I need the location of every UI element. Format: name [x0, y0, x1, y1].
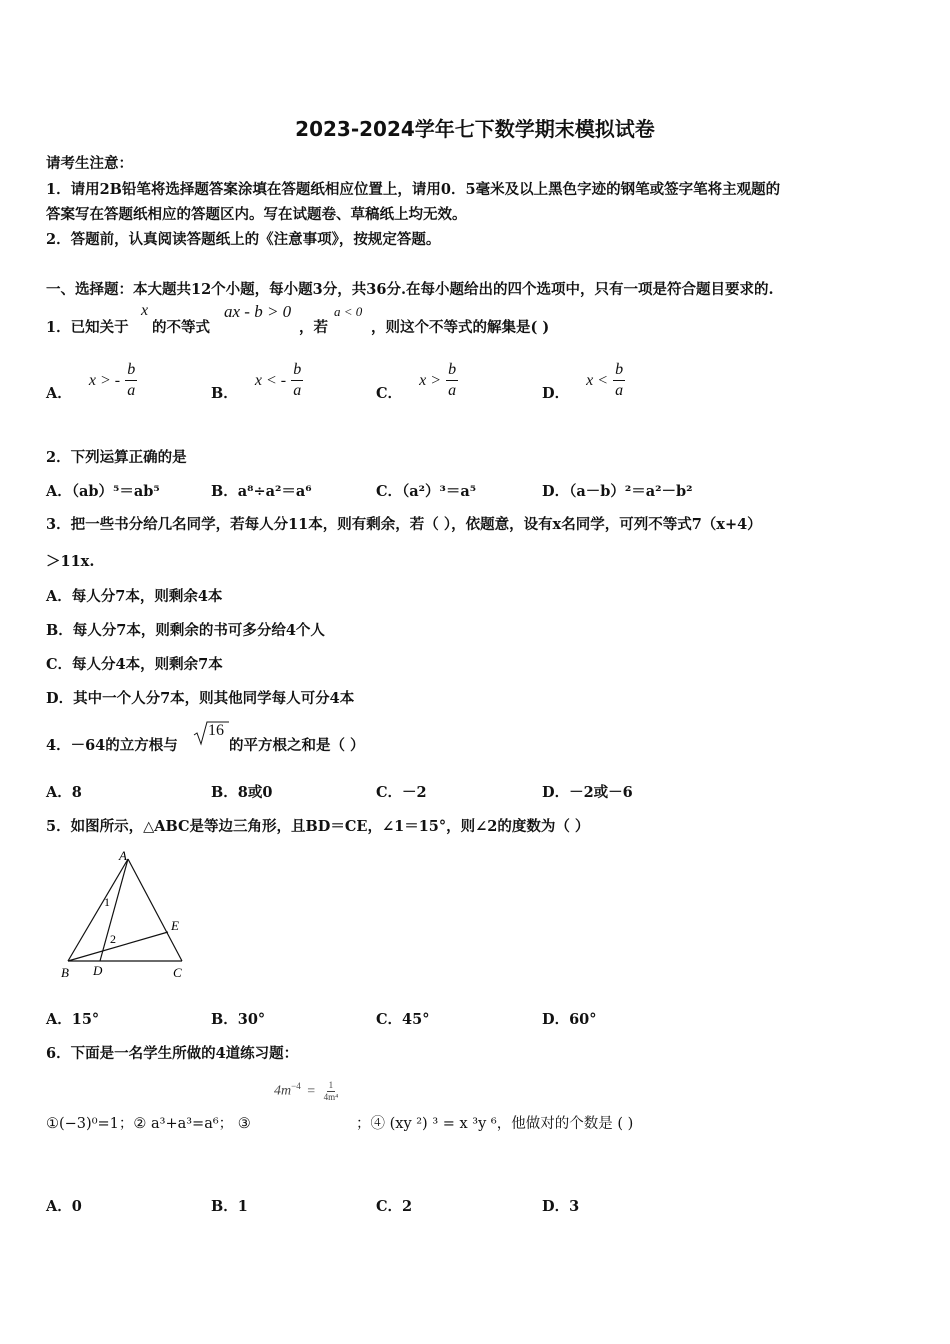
- q4-option-c[interactable]: C．－2: [376, 784, 427, 801]
- q1-option-d-num: b: [613, 360, 625, 381]
- q5-option-a[interactable]: A．15°: [46, 1011, 100, 1028]
- q6-option-a[interactable]: A．0: [46, 1198, 82, 1215]
- q5-option-c[interactable]: C．45°: [376, 1011, 430, 1028]
- q5-option-b[interactable]: B．30°: [211, 1011, 266, 1028]
- q1-inequality: ax - b > 0: [224, 302, 292, 321]
- q1-option-d-label: D．: [542, 385, 570, 402]
- q1-option-c-lhs: x >: [419, 372, 442, 389]
- notice-line-1: 1．请用2B铅笔将选择题答案涂填在答题纸相应位置上，请用0．5毫米及以上黑色字迹的钢笔或签字笔将主观题的: [46, 181, 781, 198]
- q1-option-b-num: b: [291, 360, 303, 381]
- q3-option-d[interactable]: D．其中一个人分7本，则其他同学每人可分4本: [46, 690, 355, 707]
- q3-stem-line1: 3．把一些书分给几名同学，若每人分11本，则有剩余，若（ ），依题意，设有x名同学，可列不等式7（x+4）: [46, 516, 762, 533]
- q1-option-a-den: a: [127, 382, 136, 399]
- q1-option-b-lhs: x < -: [254, 372, 287, 389]
- q4-stem-b: 的平方根之和是（ ）: [229, 737, 365, 754]
- q2-option-a[interactable]: A．（ab）⁵＝ab⁵: [46, 483, 160, 500]
- notice-line-2: 2．答题前，认真阅读答题纸上的《注意事项》，按规定答题。: [46, 231, 441, 248]
- q4-stem-a: 4．－64的立方根与: [46, 737, 178, 754]
- q1-option-a-label: A．: [46, 385, 72, 402]
- q3-option-b[interactable]: B．每人分7本，则剩余的书可多分给4个人: [46, 622, 325, 639]
- notice-line-1b: 答案写在答题纸相应的答题区内。写在试题卷、草稿纸上均无效。: [46, 206, 467, 223]
- q3-stem-line2: ＞11x.: [46, 553, 95, 570]
- q1-option-d-fraction: [613, 360, 625, 401]
- q5-option-d[interactable]: D．60°: [542, 1011, 597, 1028]
- q5-label-e: E: [171, 918, 179, 933]
- q1-option-b-den: a: [293, 382, 302, 399]
- q6-option-b[interactable]: B．1: [211, 1198, 248, 1215]
- q6-formula-num: 1: [328, 1080, 334, 1090]
- q6-option-c[interactable]: C．2: [376, 1198, 413, 1215]
- q5-label-d: D: [93, 963, 103, 978]
- q5-label-a: A: [119, 848, 127, 863]
- q4-radicand: 16: [208, 722, 224, 739]
- q1-var-x: x: [141, 302, 149, 319]
- q2-option-b[interactable]: B．a⁸÷a²＝a⁶: [211, 483, 312, 500]
- q6-formula-eq: =: [307, 1083, 316, 1099]
- q1-option-c[interactable]: [376, 360, 458, 401]
- q2-option-c[interactable]: C．（a²）³＝a⁵: [376, 483, 477, 500]
- q1-stem-b: 的不等式: [152, 319, 210, 336]
- q1-option-a-fraction: [125, 360, 137, 401]
- q6-formula-fraction: [322, 1080, 341, 1103]
- q1-option-c-num: b: [446, 360, 458, 381]
- notice-heading: 请考生注意：: [46, 155, 133, 172]
- q4-option-a[interactable]: A．8: [46, 784, 82, 801]
- q6-formula-exp: −4: [291, 1081, 301, 1092]
- q5-stem: 5．如图所示，△ABC是等边三角形，且BD＝CE，∠1＝15°，则∠2的度数为（ ）: [46, 818, 590, 835]
- q2-option-d[interactable]: D．（a－b）²＝a²－b²: [542, 483, 693, 500]
- q1-condition: a < 0: [334, 304, 363, 319]
- q1-option-c-fraction: [446, 360, 458, 401]
- q5-label-angle2: 2: [110, 932, 116, 946]
- q4-option-b[interactable]: B．8或0: [211, 784, 273, 801]
- q1-option-d[interactable]: [542, 360, 625, 401]
- q1-option-d-lhs: x <: [586, 372, 609, 389]
- q6-items-b: ；④ (xy ²) ³ = x ³y ⁶，他做对的个数是 ( ): [356, 1116, 634, 1132]
- q1-stem-d: ，则这个不等式的解集是( ): [371, 319, 550, 336]
- q1-option-a-lhs: x > -: [88, 372, 121, 389]
- q1-option-b-fraction: [291, 360, 303, 401]
- q6-items-a: ①(−3)⁰=1；② a³+a³=a⁶； ③: [46, 1116, 251, 1132]
- q6-formula-lhs: 4m: [274, 1083, 292, 1099]
- q1-option-d-den: a: [615, 382, 624, 399]
- q6-stem: 6．下面是一名学生所做的4道练习题：: [46, 1045, 299, 1062]
- q5-label-b: B: [61, 965, 69, 980]
- q5-triangle-figure: [58, 848, 193, 983]
- q6-formula-den: 4m⁴: [323, 1092, 339, 1102]
- q1-stem-a: 1．已知关于: [46, 319, 129, 336]
- page-title: 2023-2024学年七下数学期末模拟试卷: [295, 117, 655, 141]
- q1-option-a-num: b: [125, 360, 137, 381]
- q3-option-a[interactable]: A．每人分7本，则剩余4本: [46, 588, 223, 605]
- q1-option-c-label: C．: [376, 385, 403, 402]
- q1-stem-c: ，若: [299, 319, 328, 336]
- q5-label-angle1: 1: [104, 895, 110, 909]
- q4-option-d[interactable]: D．－2或－6: [542, 784, 633, 801]
- q1-option-b[interactable]: [211, 360, 303, 401]
- q6-option-d[interactable]: D．3: [542, 1198, 580, 1215]
- q6-formula: [274, 1080, 340, 1103]
- q1-option-b-label: B．: [211, 385, 238, 402]
- q2-stem: 2．下列运算正确的是: [46, 449, 187, 466]
- q5-label-c: C: [173, 965, 182, 980]
- q1-option-a[interactable]: [46, 360, 137, 401]
- section-heading: 一、选择题：本大题共12个小题，每小题3分，共36分.在每小题给出的四个选项中，只有一项是符合题目要求的.: [46, 281, 774, 298]
- q3-option-c[interactable]: C．每人分4本，则剩余7本: [46, 656, 223, 673]
- q1-option-c-den: a: [448, 382, 457, 399]
